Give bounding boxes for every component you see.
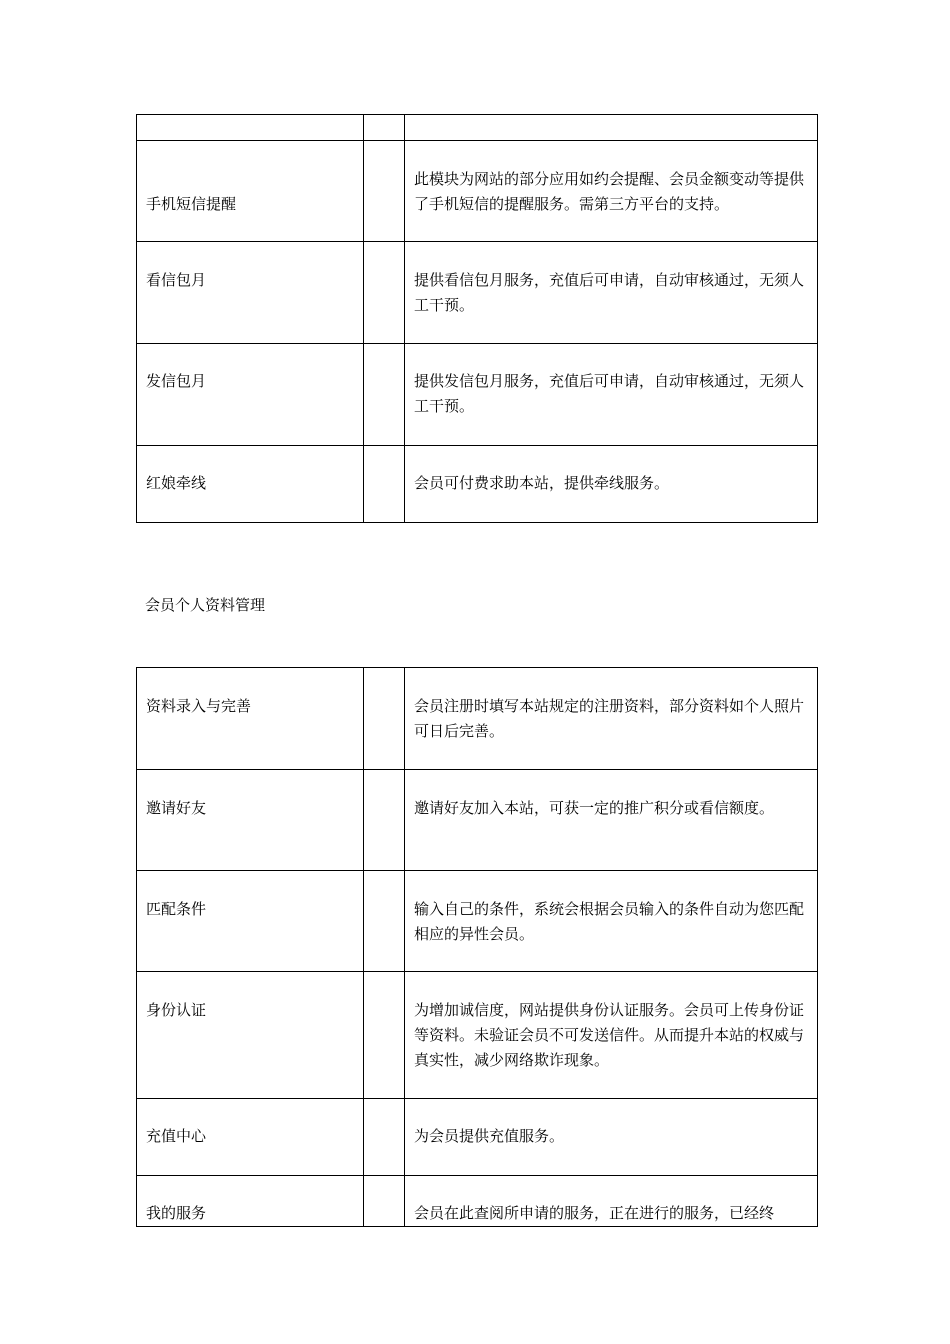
table-cell-empty (364, 668, 405, 770)
table-row (137, 115, 818, 141)
table-cell-empty (364, 115, 405, 141)
table-cell-name (137, 141, 364, 242)
row-name: 红娘牵线 (146, 474, 207, 492)
row-desc: 会员注册时填写本站规定的注册资料，部分资料如个人照片可日后完善。 (414, 697, 805, 740)
table-row (137, 668, 818, 770)
services-table (136, 114, 818, 523)
row-desc: 邀请好友加入本站，可获一定的推广积分或看信额度。 (414, 799, 775, 817)
table-cell-desc (405, 972, 818, 1099)
row-desc: 此模块为网站的部分应用如约会提醒、会员金额变动等提供了手机短信的提醒服务。需第三方平台的支持。 (414, 170, 805, 213)
table-cell-name (137, 1099, 364, 1176)
row-desc: 为会员提供充值服务。 (414, 1127, 565, 1145)
table-cell-empty (364, 344, 405, 446)
table-row (137, 141, 818, 242)
table-row (137, 770, 818, 871)
row-desc: 会员在此查阅所申请的服务，正在进行的服务，已经终 (414, 1204, 775, 1222)
table-cell-desc (405, 668, 818, 770)
table-cell-name (137, 115, 364, 141)
row-name: 充值中心 (146, 1127, 207, 1145)
row-name: 发信包月 (146, 372, 207, 390)
table-cell-desc (405, 1099, 818, 1176)
table-cell-name (137, 770, 364, 871)
row-desc: 为增加诚信度，网站提供身份认证服务。会员可上传身份证等资料。未验证会员不可发送信件。从而提升本站的权威与真实性，减少网络欺诈现象。 (414, 1001, 805, 1069)
row-name: 邀请好友 (146, 799, 207, 817)
table-cell-empty (364, 446, 405, 523)
table-cell-empty (364, 242, 405, 344)
table-row (137, 871, 818, 972)
table-cell-name (137, 344, 364, 446)
table-cell-empty (364, 770, 405, 871)
table-row (137, 344, 818, 446)
row-desc: 提供发信包月服务，充值后可申请，自动审核通过，无须人工干预。 (414, 372, 805, 415)
row-desc: 输入自己的条件，系统会根据会员输入的条件自动为您匹配相应的异性会员。 (414, 900, 805, 943)
table-cell-empty (364, 141, 405, 242)
table-cell-name (137, 668, 364, 770)
row-name: 资料录入与完善 (146, 697, 252, 715)
table-cell-desc (405, 344, 818, 446)
table-cell-empty (364, 972, 405, 1099)
table-cell-name (137, 972, 364, 1099)
table-cell-empty (364, 1099, 405, 1176)
table-cell-empty (364, 871, 405, 972)
table-cell-desc (405, 242, 818, 344)
row-desc: 提供看信包月服务，充值后可申请，自动审核通过，无须人工干预。 (414, 271, 805, 314)
row-name: 身份认证 (146, 1001, 207, 1019)
table-row (137, 1176, 818, 1227)
table-cell-desc (405, 115, 818, 141)
table-row (137, 972, 818, 1099)
table-cell-desc (405, 770, 818, 871)
table-row (137, 446, 818, 523)
table-cell-desc (405, 141, 818, 242)
row-name: 匹配条件 (146, 900, 207, 918)
table-cell-name (137, 446, 364, 523)
table-cell-desc (405, 446, 818, 523)
row-desc: 会员可付费求助本站，提供牵线服务。 (414, 474, 670, 492)
row-name: 我的服务 (146, 1204, 207, 1222)
table-cell-desc (405, 871, 818, 972)
table-cell-name (137, 1176, 364, 1227)
member-profile-table (136, 667, 818, 1227)
table-row (137, 242, 818, 344)
table-row (137, 1099, 818, 1176)
table-cell-name (137, 871, 364, 972)
table-cell-empty (364, 1176, 405, 1227)
row-name: 看信包月 (146, 271, 207, 289)
row-name: 手机短信提醒 (146, 195, 237, 213)
section-title: 会员个人资料管理 (145, 596, 266, 614)
table-cell-name (137, 242, 364, 344)
table-cell-desc (405, 1176, 818, 1227)
